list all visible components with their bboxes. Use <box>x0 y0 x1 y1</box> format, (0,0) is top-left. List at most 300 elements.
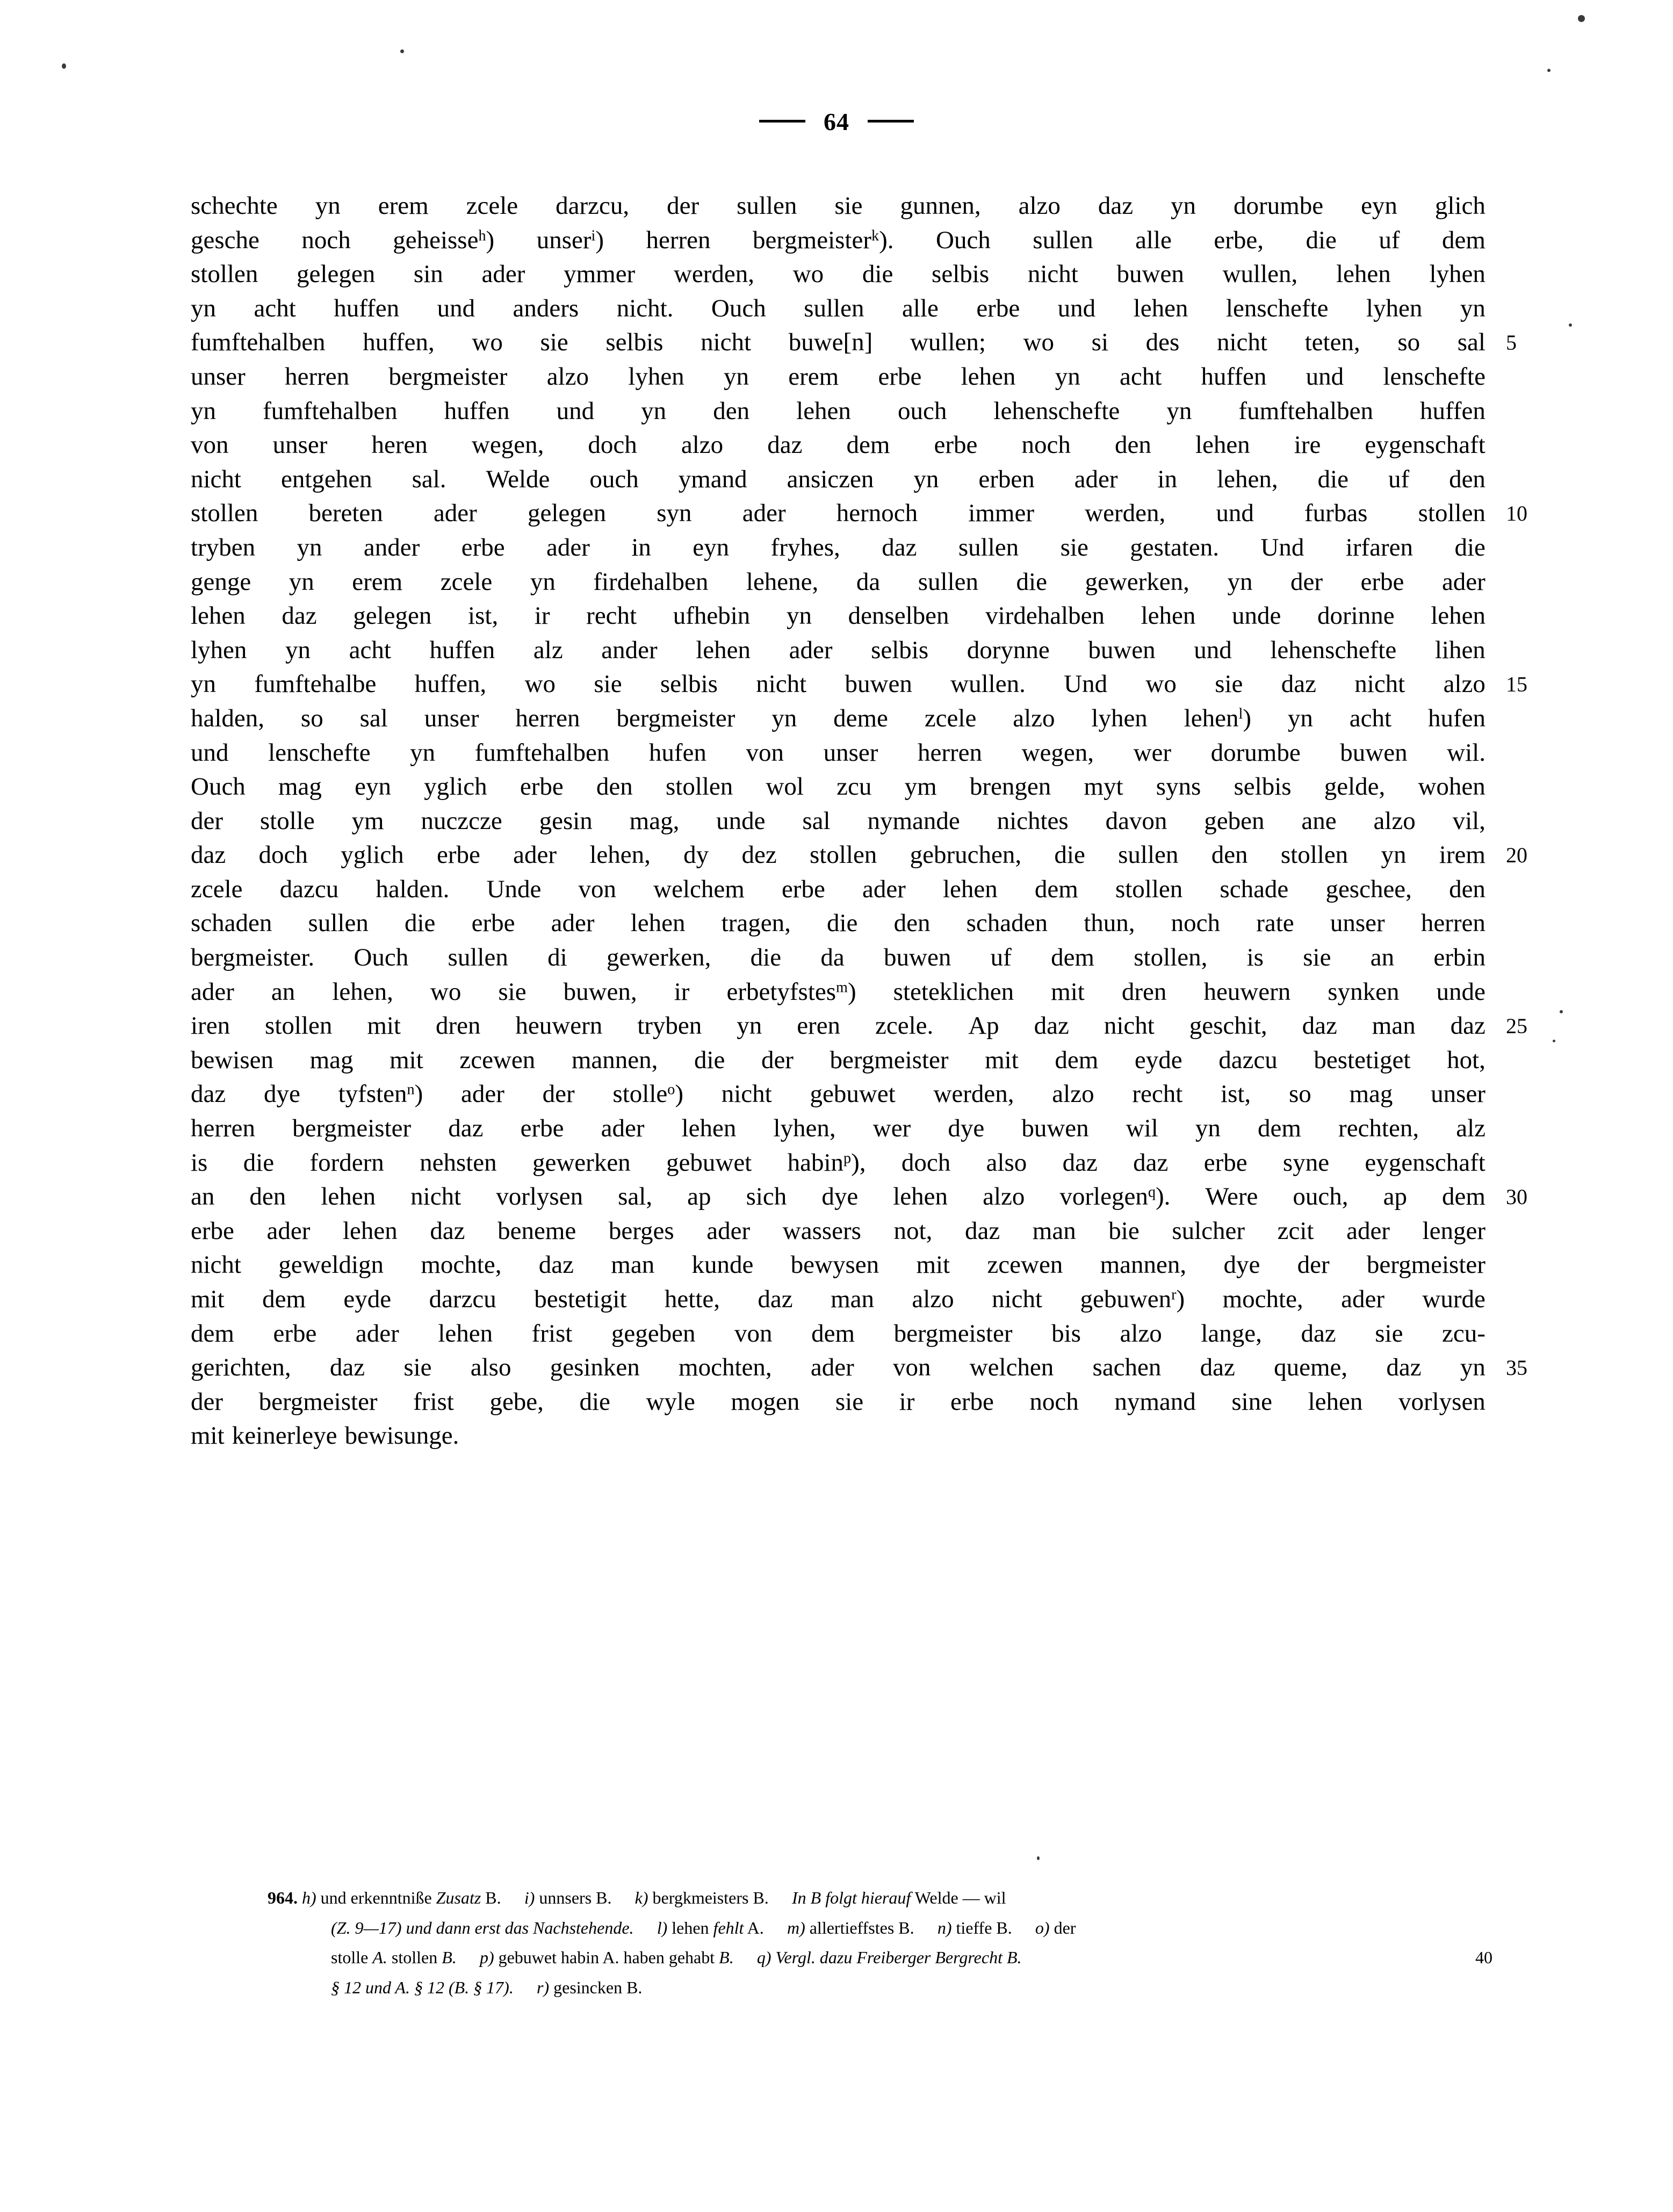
word: rate <box>1256 909 1294 938</box>
word: lehen <box>1141 602 1196 630</box>
word: unser <box>1431 1080 1485 1108</box>
text-line-content <box>191 906 1485 941</box>
word: zcele <box>191 875 243 903</box>
footnote-marker: k <box>871 227 879 244</box>
word: dorinne <box>1317 602 1395 630</box>
word: heren <box>371 431 428 459</box>
text-line-content <box>191 1077 1485 1112</box>
word: wullen; <box>910 328 986 357</box>
apparatus-text: tieffe B. <box>951 1918 1012 1937</box>
word: mag <box>278 773 322 801</box>
word: eyn <box>355 773 391 801</box>
word: bereten <box>308 499 383 528</box>
word: mag, <box>629 806 680 835</box>
word: gebuwen$^r$) <box>1080 1285 1185 1313</box>
word: dem <box>1055 1046 1099 1074</box>
text-line-content <box>191 838 1485 873</box>
word: stollen, <box>1134 943 1208 972</box>
word: mannen, <box>571 1046 658 1074</box>
text-line <box>191 496 1527 531</box>
apparatus-text: lehen <box>667 1918 713 1937</box>
word: berges <box>608 1216 674 1245</box>
apparatus-italic: Zusatz <box>436 1888 481 1907</box>
word: unde <box>716 806 766 835</box>
word: ader <box>810 1353 854 1382</box>
word: sullen <box>918 567 978 596</box>
text-line-content <box>191 804 1485 839</box>
word: bewisunge. <box>344 1422 459 1450</box>
text-line <box>191 599 1485 633</box>
word: frist <box>531 1319 573 1348</box>
word: ader <box>1346 1216 1390 1245</box>
word: dazcu <box>1218 1046 1278 1074</box>
apparatus-text: und erkenntniße <box>316 1888 436 1907</box>
word: ap <box>1383 1183 1407 1211</box>
word: unde <box>1232 602 1281 630</box>
apparatus-italic: o) <box>1035 1918 1050 1937</box>
word: fryhes, <box>770 533 840 561</box>
word: syn <box>657 499 692 528</box>
word: dem <box>811 1319 855 1348</box>
word: ader <box>481 260 525 289</box>
word: yn <box>1381 841 1407 869</box>
word: alzo <box>983 1183 1025 1211</box>
word: mit <box>1051 977 1085 1006</box>
word: ader <box>461 1080 504 1108</box>
word: stollen <box>191 499 258 528</box>
text-line-content <box>191 736 1485 770</box>
word: mochten, <box>679 1353 772 1382</box>
text-line-content <box>191 1009 1485 1043</box>
word: schade <box>1220 875 1289 903</box>
word: gesche <box>191 226 259 254</box>
word: lehen <box>1195 431 1250 459</box>
word: dem <box>191 1319 234 1348</box>
margin-line-number: 15 <box>1506 672 1527 697</box>
word: Und <box>1260 533 1304 561</box>
main-text-block <box>191 189 1527 1453</box>
word: die <box>1054 841 1085 869</box>
word: daz <box>538 1251 574 1279</box>
word: dye <box>1223 1251 1260 1279</box>
apparatus-text: gesincken B. <box>549 1977 643 1997</box>
word: also <box>986 1148 1027 1177</box>
word: dem <box>1442 1183 1485 1211</box>
text-line <box>191 1317 1485 1351</box>
word: daz <box>430 1216 465 1245</box>
text-line-content <box>191 189 1485 224</box>
word: buwen <box>1340 738 1408 767</box>
word: huffen <box>429 636 495 664</box>
word: zcele <box>466 192 518 220</box>
word: selbis <box>660 670 718 698</box>
word: eyde <box>343 1285 392 1313</box>
word: lehen, <box>589 841 651 869</box>
word: hot, <box>1447 1046 1485 1074</box>
text-line-content <box>191 702 1485 736</box>
word: erem <box>352 567 403 596</box>
word: lehen$^l$) <box>1184 704 1251 732</box>
word: hernoch <box>836 499 918 528</box>
word: dorynne <box>967 636 1050 664</box>
word: lyhen <box>1366 294 1423 322</box>
word: alle <box>1135 226 1172 254</box>
word: wil <box>1126 1114 1158 1143</box>
text-line <box>191 463 1485 497</box>
word: not, <box>893 1216 933 1245</box>
word: doch <box>258 841 308 869</box>
word: mit <box>191 1285 225 1313</box>
word: die <box>1317 465 1349 493</box>
text-line <box>191 838 1527 873</box>
word: yn <box>191 294 216 322</box>
word: herren <box>515 704 580 732</box>
footnote-marker: n <box>407 1081 415 1098</box>
word: recht <box>1132 1080 1183 1108</box>
word: bie <box>1108 1216 1140 1245</box>
running-head <box>0 107 1673 136</box>
word: myt <box>1084 773 1123 801</box>
word: Welde <box>486 465 550 493</box>
word: yn <box>1166 397 1192 425</box>
word: stolle <box>259 806 315 835</box>
word: vil, <box>1452 806 1485 835</box>
word: zcit <box>1277 1216 1314 1245</box>
apparatus-text: der <box>1049 1918 1076 1937</box>
word: selbis <box>605 328 664 357</box>
word: ader <box>1441 567 1485 596</box>
text-line <box>191 873 1485 907</box>
word: dy <box>683 841 709 869</box>
word: yn <box>913 465 939 493</box>
word: sal. <box>412 465 446 493</box>
word: heuwern <box>1203 977 1291 1006</box>
apparatus-italic: In B folgt hierauf <box>791 1888 911 1907</box>
word: herren <box>1420 909 1485 938</box>
word: ir <box>534 602 550 630</box>
word: daz <box>1098 192 1134 220</box>
word: sachen <box>1092 1353 1162 1382</box>
scan-speck <box>1037 1856 1040 1860</box>
word: heuwern <box>515 1012 603 1040</box>
word: firdehalben <box>593 567 709 596</box>
word: Ap <box>968 1012 999 1040</box>
text-line-content <box>191 1351 1485 1385</box>
margin-line-number: 5 <box>1506 330 1517 355</box>
apparatus-italic: m) <box>787 1918 805 1937</box>
word: alzo <box>1373 806 1416 835</box>
word: von <box>734 1319 773 1348</box>
text-line <box>191 1351 1527 1385</box>
word: lehen <box>681 1114 737 1143</box>
footnote-marker: p <box>843 1149 852 1166</box>
word: nicht <box>701 328 752 357</box>
word: den <box>1449 465 1485 493</box>
word: acht <box>349 636 391 664</box>
word: herren <box>285 362 350 391</box>
word: lenschefte <box>1383 362 1485 391</box>
word: yn <box>771 704 797 732</box>
word: mit <box>390 1046 423 1074</box>
word: syns <box>1156 773 1201 801</box>
word: lehen <box>630 909 686 938</box>
word: sie <box>1375 1319 1403 1348</box>
text-line <box>191 565 1485 600</box>
word: yn <box>191 397 216 425</box>
word: unser <box>1330 909 1385 938</box>
word: daz <box>882 533 917 561</box>
apparatus-line <box>268 1973 1492 2003</box>
word: sie <box>835 1387 864 1416</box>
text-line-content <box>191 667 1485 702</box>
word: ym <box>904 773 937 801</box>
word: erbe <box>950 1387 994 1416</box>
word: sal <box>802 806 831 835</box>
critical-apparatus <box>268 1883 1492 2002</box>
apparatus-text: stolle <box>331 1948 373 1967</box>
word: daz <box>1450 1012 1485 1040</box>
word: daz <box>191 841 226 869</box>
word: nicht <box>992 1285 1043 1313</box>
text-line <box>191 1214 1485 1249</box>
word: anders <box>513 294 579 322</box>
word: mit <box>916 1251 950 1279</box>
word: lehen <box>796 397 851 425</box>
word: sie <box>403 1353 432 1382</box>
word: man <box>611 1251 655 1279</box>
word: stollen <box>1115 875 1183 903</box>
word: yn <box>1287 704 1313 732</box>
apparatus-italic: i) <box>524 1888 535 1907</box>
text-line <box>191 702 1485 736</box>
text-line <box>191 1419 1485 1453</box>
word: bestetiget <box>1314 1046 1411 1074</box>
word: Ouch <box>936 226 991 254</box>
word: ym <box>351 806 384 835</box>
word: wo <box>524 670 556 698</box>
word: an <box>191 1183 215 1211</box>
word: fumftehalbe <box>254 670 377 698</box>
word: dye <box>263 1080 300 1108</box>
apparatus-italic: Vergl. dazu Freiberger Bergrecht B. <box>775 1948 1022 1967</box>
word: gewerken, <box>606 943 711 972</box>
word: ader <box>789 636 833 664</box>
word: ap <box>687 1183 711 1211</box>
word: sal <box>359 704 388 732</box>
word: uf <box>1379 226 1400 254</box>
word: buwen <box>845 670 912 698</box>
word: dye <box>821 1183 859 1211</box>
word: schaden <box>966 909 1048 938</box>
word: buwen <box>1116 260 1184 289</box>
word: lyhen <box>628 362 684 391</box>
word: gelegen <box>527 499 607 528</box>
word: erbin <box>1433 943 1485 972</box>
word: ist, <box>468 602 499 630</box>
word: acht <box>254 294 296 322</box>
word: dem <box>1442 226 1485 254</box>
word: daz <box>1200 1353 1235 1382</box>
word: noch <box>301 226 351 254</box>
word: erbe <box>273 1319 317 1348</box>
word: gebe, <box>489 1387 544 1416</box>
word: sullen <box>958 533 1019 561</box>
word: lehen <box>942 875 998 903</box>
word: erem <box>788 362 839 391</box>
text-line <box>191 1248 1485 1282</box>
word: und <box>556 397 595 425</box>
word: lehen <box>1308 1387 1363 1416</box>
word: frist <box>413 1387 454 1416</box>
word: teten, <box>1304 328 1360 357</box>
word: darzcu <box>429 1285 496 1313</box>
word: herren <box>191 1114 256 1143</box>
text-line <box>191 770 1485 804</box>
word: gestaten. <box>1130 533 1219 561</box>
word: dez <box>741 841 777 869</box>
text-line <box>191 975 1485 1010</box>
word: yn <box>191 670 216 698</box>
word: alz <box>1456 1114 1485 1143</box>
word: sie <box>594 670 622 698</box>
word: ader <box>355 1319 399 1348</box>
word: gelde, <box>1324 773 1386 801</box>
word: tragen, <box>721 909 791 938</box>
word: gewerken, <box>1085 567 1189 596</box>
word: nicht <box>1354 670 1405 698</box>
word: eygenschaft <box>1365 431 1485 459</box>
word: darzcu, <box>556 192 630 220</box>
footnote-marker: l <box>1238 705 1243 723</box>
word: erbe <box>471 909 515 938</box>
word: wullen, <box>1222 260 1298 289</box>
word: welchem <box>653 875 745 903</box>
word: werden, <box>673 260 755 289</box>
word: erbe <box>191 1216 234 1245</box>
margin-line-number: 30 <box>1506 1185 1527 1209</box>
word: sullen <box>1118 841 1179 869</box>
word: da <box>820 943 845 972</box>
word: den <box>1211 841 1248 869</box>
word: lehen <box>893 1183 948 1211</box>
text-line <box>191 667 1527 702</box>
word: lihen <box>1434 636 1485 664</box>
word: so <box>1288 1080 1311 1108</box>
word: yn <box>1460 294 1485 322</box>
word: lehen, <box>332 977 393 1006</box>
word: entgehen <box>280 465 372 493</box>
word: selbis <box>871 636 929 664</box>
apparatus-italic: n) <box>937 1918 952 1937</box>
word: die <box>827 909 858 938</box>
word: fumftehalben <box>191 328 326 357</box>
word: rechten, <box>1338 1114 1419 1143</box>
word: alle <box>902 294 939 322</box>
word: Were <box>1205 1183 1258 1211</box>
word: alz <box>533 636 563 664</box>
word: lehen <box>191 602 246 630</box>
word: den <box>1114 431 1151 459</box>
word: also <box>470 1353 511 1382</box>
word: noch <box>1171 909 1221 938</box>
word: mogen <box>731 1387 800 1416</box>
word: erbe <box>878 362 922 391</box>
word: Ouch <box>711 294 766 322</box>
word: ader <box>742 499 786 528</box>
text-line <box>191 1077 1485 1112</box>
word: sullen <box>1033 226 1093 254</box>
word: ader <box>266 1216 311 1245</box>
word: nicht <box>410 1183 461 1211</box>
word: gewerken <box>532 1148 631 1177</box>
word: sullen <box>804 294 864 322</box>
word: der <box>191 806 223 835</box>
text-line-content <box>191 326 1485 360</box>
word: erbe <box>1203 1148 1247 1177</box>
text-line-content <box>191 633 1485 668</box>
word: si <box>1091 328 1109 357</box>
word: alzo <box>1013 704 1055 732</box>
word: sie <box>498 977 527 1006</box>
word: lehen <box>1133 294 1188 322</box>
text-line-content <box>191 1317 1485 1351</box>
word: queme, <box>1274 1353 1348 1382</box>
word: buwen <box>1088 636 1156 664</box>
word: lehenschefte <box>993 397 1120 425</box>
word: gebuwet <box>666 1148 752 1177</box>
head-rule-right <box>868 120 914 123</box>
word: unser <box>823 738 878 767</box>
scan-speck <box>1547 69 1551 72</box>
word: daz <box>329 1353 365 1382</box>
apparatus-entry-number: 964. <box>268 1888 298 1907</box>
word: uf <box>990 943 1012 972</box>
word: recht <box>586 602 637 630</box>
word: mochte, <box>421 1251 502 1279</box>
text-line-content <box>191 873 1485 907</box>
word: wil. <box>1447 738 1485 767</box>
text-line <box>191 224 1485 258</box>
word: yn <box>315 192 341 220</box>
word: eren <box>797 1012 841 1040</box>
apparatus-text: Welde — wil <box>911 1888 1006 1907</box>
word: kunde <box>691 1251 754 1279</box>
word: des <box>1145 328 1180 357</box>
word: davon <box>1105 806 1167 835</box>
text-line-content <box>191 941 1485 975</box>
word: nuczcze <box>421 806 502 835</box>
word: die <box>694 1046 725 1074</box>
word: ader <box>601 1114 645 1143</box>
word: dren <box>435 1012 481 1040</box>
word: yn <box>1171 192 1196 220</box>
word: zcele <box>440 567 493 596</box>
word: ir <box>899 1387 915 1416</box>
word: wo <box>1023 328 1055 357</box>
word: lehen <box>321 1183 376 1211</box>
word: daz <box>964 1216 1000 1245</box>
word: sal, <box>618 1183 653 1211</box>
word: dem <box>1034 875 1078 903</box>
word: stollen <box>265 1012 333 1040</box>
word: erbe <box>976 294 1020 322</box>
word: is <box>191 1148 208 1177</box>
word: nicht <box>191 1251 241 1279</box>
word: mochte, <box>1222 1285 1303 1313</box>
word: da <box>856 567 881 596</box>
word: die <box>1306 226 1337 254</box>
word: nymand <box>1114 1387 1196 1416</box>
